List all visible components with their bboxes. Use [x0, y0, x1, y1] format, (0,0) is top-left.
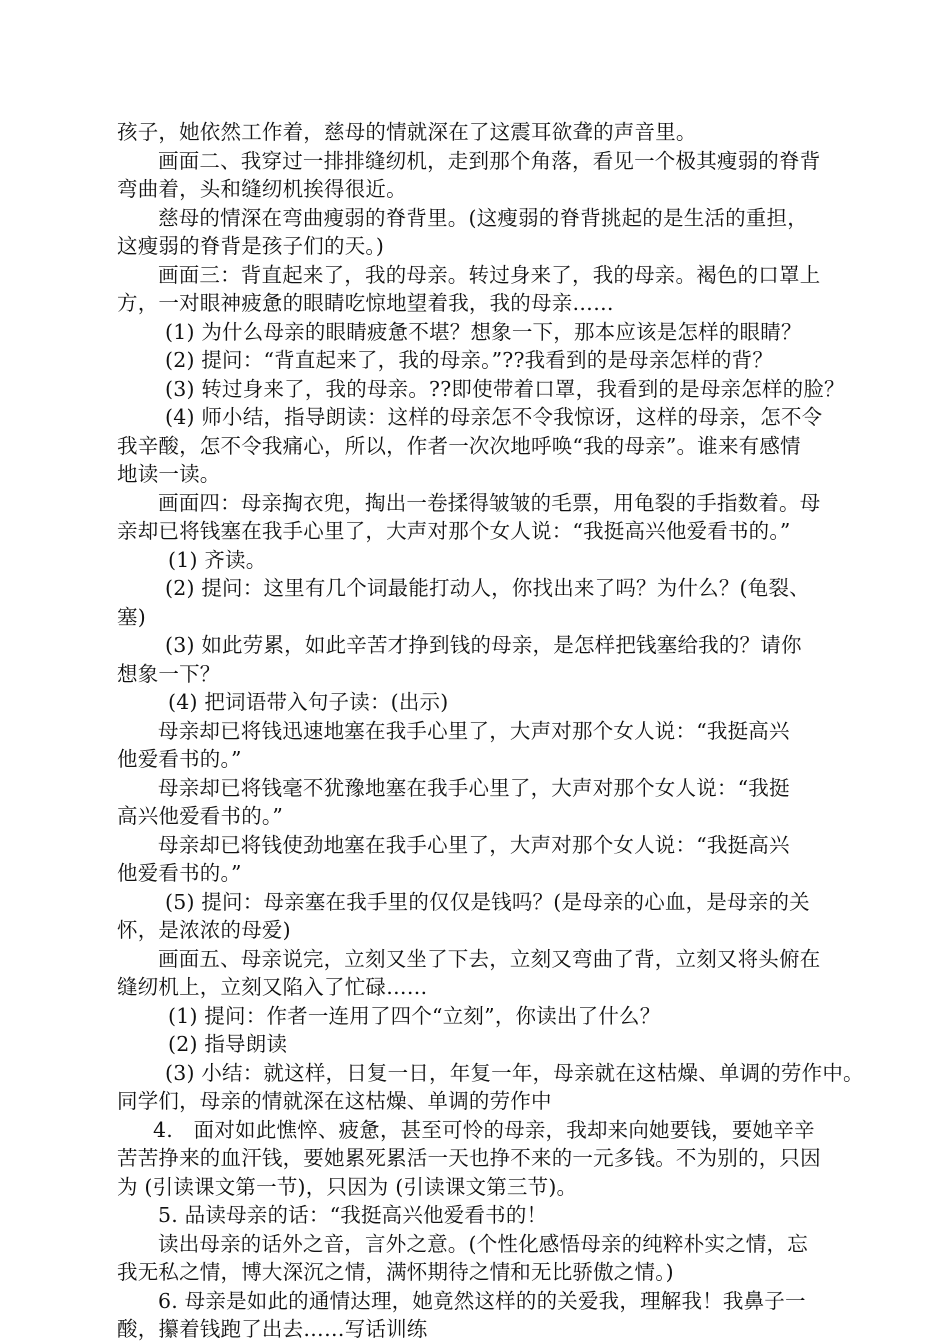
- text-line: 苦苦挣来的血汗钱，要她累死累活一天也挣不来的一元多钱。不为别的，只因: [117, 1146, 821, 1170]
- text-line: 母亲却已将钱迅速地塞在我手心里了，大声对那个女人说：“我挺高兴: [158, 718, 790, 743]
- text-line: (5) 提问：母亲塞在我手里的仅仅是钱吗？(是母亲的心血，是母亲的关: [165, 889, 810, 914]
- text-line: 怀，是浓浓的母爱): [117, 918, 291, 942]
- text-line: 画面五、母亲说完，立刻又坐了下去，立刻又弯曲了背，立刻又将头俯在: [158, 946, 821, 971]
- text-line: 慈母的情深在弯曲瘦弱的脊背里。(这瘦弱的脊背挑起的是生活的重担，: [158, 205, 808, 230]
- text-line: 塞): [117, 604, 146, 629]
- text-line: 画面四：母亲掏衣兜，掏出一卷揉得皱皱的毛票，用龟裂的手指数着。母: [158, 490, 821, 515]
- text-line: 画面三：背直起来了，我的母亲。转过身来了，我的母亲。褐色的口罩上: [158, 262, 821, 287]
- text-line: (1) 提问：作者一连用了四个“立刻”，你读出了什么？: [168, 1003, 661, 1028]
- text-line: 6. 母亲是如此的通情达理，她竟然这样的的关爱我，理解我！我鼻子一: [158, 1288, 806, 1313]
- text-line: 同学们，母亲的情就深在这枯燥、单调的劳作中: [117, 1089, 552, 1113]
- text-line: (3) 转过身来了，我的母亲。??即使带着口罩，我看到的是母亲怎样的脸？: [165, 376, 845, 401]
- text-line: 4. 面对如此憔悴、疲惫，甚至可怜的母亲，我却来向她要钱，要她辛辛: [153, 1117, 815, 1142]
- text-line: 弯曲着，头和缝纫机挨得很近。: [117, 177, 407, 201]
- text-line: 这瘦弱的脊背是孩子们的天。): [117, 234, 385, 258]
- text-line: 高兴他爱看书的。”: [117, 804, 284, 828]
- text-line: 方，一对眼神疲惫的眼睛吃惊地望着我，我的母亲……: [117, 291, 614, 315]
- text-line: 母亲却已将钱毫不犹豫地塞在我手心里了，大声对那个女人说：“我挺: [158, 775, 790, 800]
- text-line: 他爱看书的。”: [117, 747, 242, 771]
- text-line: (3) 小结：就这样，日复一日，年复一年，母亲就在这枯燥、单调的劳作中。: [165, 1060, 864, 1085]
- text-line: 画面二、我穿过一排排缝纫机，走到那个角落，看见一个极其瘦弱的脊背: [158, 148, 821, 173]
- text-line: 读出母亲的话外之音，言外之意。(个性化感悟母亲的纯粹朴实之情，忘: [158, 1231, 808, 1256]
- text-line: (2) 提问：这里有几个词最能打动人，你找出来了吗？为什么？(龟裂、: [165, 576, 810, 600]
- text-line: 想象一下？: [117, 661, 221, 686]
- text-line: 孩子，她依然工作着，慈母的情就深在了这震耳欲聋的声音里。: [117, 120, 697, 144]
- text-line: 他爱看书的。”: [117, 861, 242, 885]
- text-line: (4) 师小结，指导朗读：这样的母亲怎不令我惊讶，这样的母亲，怎不令: [165, 405, 823, 429]
- text-line: 酸，攥着钱跑了出去……写话训练: [117, 1317, 428, 1341]
- text-line: 我无私之情，博大深沉之情，满怀期待之情和无比骄傲之情。): [117, 1260, 674, 1284]
- text-line: 地读一读。: [117, 462, 221, 486]
- text-line: 母亲却已将钱使劲地塞在我手心里了，大声对那个女人说：“我挺高兴: [158, 832, 790, 857]
- text-line: (4) 把词语带入句子读：(出示): [168, 690, 449, 714]
- text-line: 亲却已将钱塞在我手心里了，大声对那个女人说：“我挺高兴他爱看书的。”: [117, 519, 791, 543]
- text-line: (1) 为什么母亲的眼睛疲惫不堪？想象一下，那本应该是怎样的眼睛？: [165, 319, 802, 344]
- text-line: (2) 指导朗读: [168, 1032, 288, 1056]
- text-line: 为 (引读课文第一节)，只因为 (引读课文第三节)。: [117, 1174, 578, 1199]
- text-line: (3) 如此劳累，如此辛苦才挣到钱的母亲，是怎样把钱塞给我的？请你: [165, 633, 802, 657]
- text-line: 缝纫机上，立刻又陷入了忙碌……: [117, 975, 428, 999]
- lesson-plan-text: [117, 118, 864, 1344]
- text-line: 5. 品读母亲的话：“我挺高兴他爱看书的！: [158, 1203, 548, 1227]
- text-line: (2) 提问：“背直起来了，我的母亲。”??我看到的是母亲怎样的背？: [165, 348, 774, 372]
- text-line: (1) 齐读。: [168, 547, 267, 572]
- text-line: 我辛酸，怎不令我痛心，所以，作者一次次地呼唤“我的母亲”。谁来有感情: [117, 433, 801, 458]
